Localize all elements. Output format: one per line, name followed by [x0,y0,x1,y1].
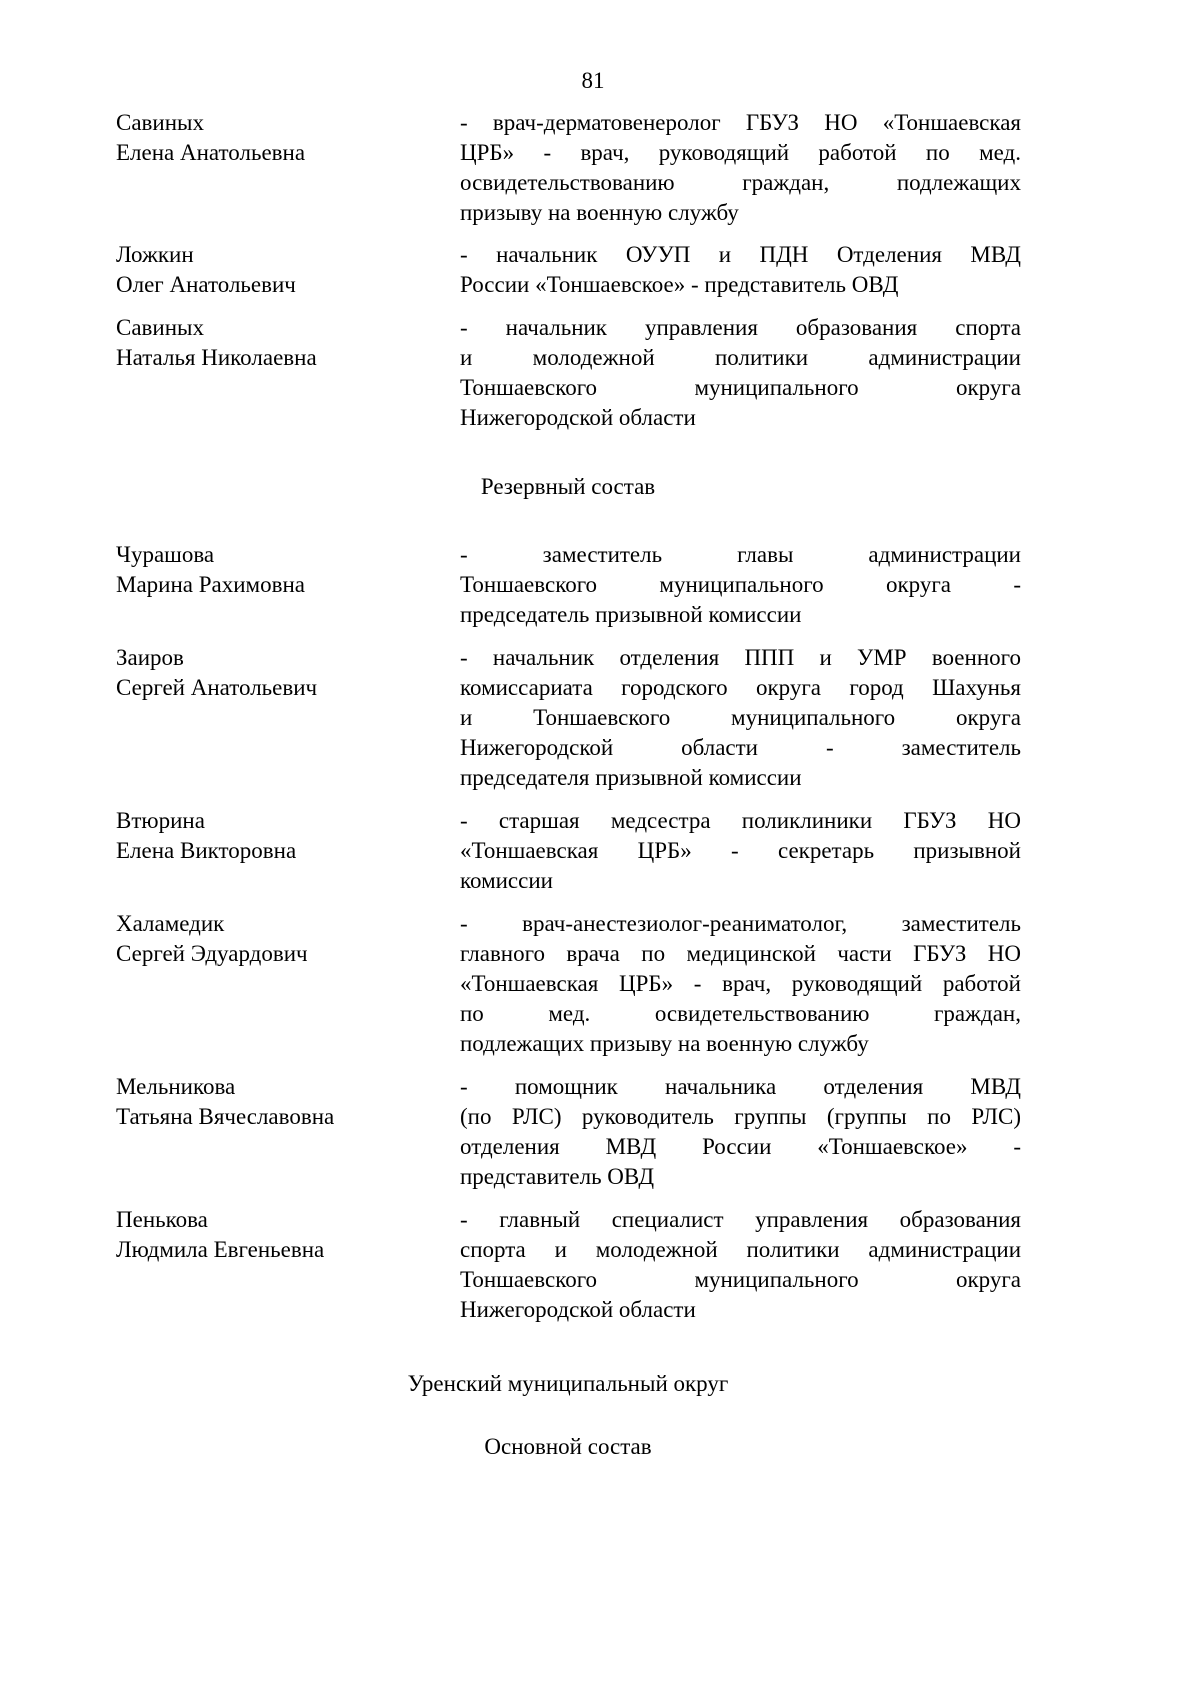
member-name [116,1072,436,1132]
position-line: - врач-анестезиолог-реаниматолог, заместитель [460,911,1021,936]
position-line: Нижегородской области - заместитель [460,735,1021,760]
member-position [460,240,1021,300]
member-position [460,643,1021,793]
section-heading-district: Уренский муниципальный округ [407,1371,729,1396]
member-name [116,313,436,373]
position-line: Тоншаевского муниципального округа [460,375,1021,400]
position-line: - помощник начальника отделения МВД [460,1074,1021,1099]
member-surname: Ложкин [116,242,194,267]
position-line: комиссии [460,868,553,893]
member-name [116,240,436,300]
member-surname: Мельникова [116,1074,236,1099]
position-line: по мед. освидетельствованию граждан, [460,1001,1021,1026]
member-given-names: Наталья Николаевна [116,345,317,370]
position-line: представитель ОВД [460,1164,655,1189]
position-line: освидетельствованию граждан, подлежащих [460,170,1021,195]
position-line: - заместитель главы администрации [460,542,1021,567]
position-line: спорта и молодежной политики администрации [460,1237,1021,1262]
position-line: (по РЛС) руководитель группы (группы по РЛС) [460,1104,1021,1129]
position-line: - начальник отделения ППП и УМР военного [460,645,1021,670]
member-given-names: Сергей Эдуардович [116,941,308,966]
position-line: «Тоншаевская ЦРБ» - врач, руководящий работой [460,971,1021,996]
position-line: - старшая медсестра поликлиники ГБУЗ НО [460,808,1021,833]
section-heading-main: Основной состав [484,1434,652,1459]
position-line: Тоншаевского муниципального округа [460,1267,1021,1292]
position-line: призыву на военную службу [460,200,739,225]
position-line: - начальник управления образования спорта [460,315,1021,340]
member-name [116,806,436,866]
member-surname: Пенькова [116,1207,208,1232]
position-line: и Тоншаевского муниципального округа [460,705,1021,730]
member-given-names: Людмила Евгеньевна [116,1237,325,1262]
member-position [460,1072,1021,1192]
position-line: - врач-дерматовенеролог ГБУЗ НО «Тоншаевская [460,110,1021,135]
position-line: «Тоншаевская ЦРБ» - секретарь призывной [460,838,1021,863]
position-line: - главный специалист управления образования [460,1207,1021,1232]
member-name [116,909,436,969]
member-name [116,643,436,703]
position-line: и молодежной политики администрации [460,345,1021,370]
position-line: подлежащих призыву на военную службу [460,1031,869,1056]
member-surname: Халамедик [116,911,225,936]
member-position [460,540,1021,630]
member-surname: Савиных [116,315,204,340]
member-surname: Втюрина [116,808,205,833]
member-given-names: Елена Викторовна [116,838,297,863]
position-line: России «Тоншаевское» - представитель ОВД [460,272,899,297]
position-line: отделения МВД России «Тоншаевское» - [460,1134,1021,1159]
member-given-names: Елена Анатольевна [116,140,306,165]
position-line: Нижегородской области [460,1297,696,1322]
member-name [116,108,436,168]
position-line: главного врача по медицинской части ГБУЗ НО [460,941,1021,966]
member-position [460,108,1021,228]
position-line: комиссариата городского округа город Шахунья [460,675,1021,700]
member-name [116,1205,436,1265]
position-line: - начальник ОУУП и ПДН Отделения МВД [460,242,1021,267]
member-position [460,1205,1021,1325]
position-line: председателя призывной комиссии [460,765,802,790]
position-line: ЦРБ» - врач, руководящий работой по мед. [460,140,1021,165]
member-given-names: Сергей Анатольевич [116,675,318,700]
member-given-names: Марина Рахимовна [116,572,305,597]
member-surname: Заиров [116,645,184,670]
member-surname: Чурашова [116,542,215,567]
position-line: Тоншаевского муниципального округа - [460,572,1021,597]
member-given-names: Татьяна Вячеславовна [116,1104,335,1129]
member-position [460,909,1021,1059]
member-name [116,540,436,600]
section-heading-reserve: Резервный состав [480,474,656,499]
position-line: Нижегородской области [460,405,696,430]
member-position [460,313,1021,433]
page-number: 81 [581,68,605,93]
member-position [460,806,1021,896]
position-line: председатель призывной комиссии [460,602,802,627]
member-given-names: Олег Анатольевич [116,272,296,297]
member-surname: Савиных [116,110,204,135]
